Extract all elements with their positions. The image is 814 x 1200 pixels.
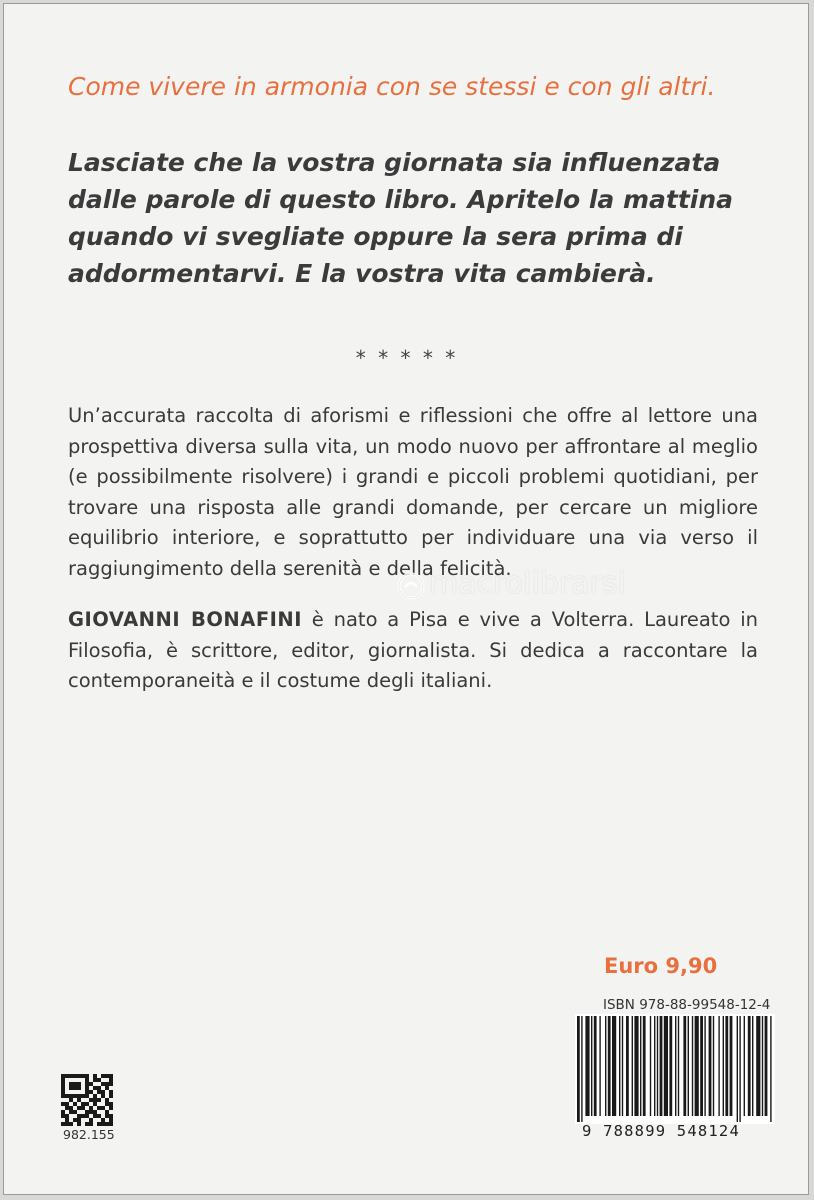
qr-code-icon <box>61 1074 113 1126</box>
watermark-logo-icon <box>396 571 426 601</box>
separator: * * * * * <box>355 346 459 370</box>
product-code: 982.155 <box>63 1127 115 1142</box>
author-bio-text: è nato a Pisa e vive a Volterra. Laureato in Filosofia, è scrittore, editor, giornalista. Si dedica a raccontare la contemporaneità e il costume degli italiani. <box>68 608 758 692</box>
author-bio <box>68 605 758 697</box>
author-name: GIOVANNI BONAFINI <box>68 608 302 631</box>
book-back-cover <box>3 3 809 1195</box>
watermark: macrolibrarsi <box>429 566 626 601</box>
isbn: ISBN 978-88-99548-12-4 <box>603 997 771 1013</box>
price: Euro 9,90 <box>604 954 718 978</box>
description-paragraph: Un’accurata raccolta di aforismi e riflessioni che offre al lettore una prospettiva diversa sulla vita, un modo nuovo per affrontare al meglio (e possibilmente risolvere) i grandi e piccoli problemi quotidiani, per trovare una risposta alle grandi domande, per cercare un migliore equilibrio interiore, e soprattutto per individuare una via verso il raggiungimento della serenità e della felicità. <box>68 404 758 580</box>
ean-digits: 9 788899 548124 <box>582 1122 740 1140</box>
tagline: Come vivere in armonia con se stessi e con gli altri. <box>68 72 716 101</box>
barcode-icon <box>575 1014 775 1124</box>
lead-paragraph: Lasciate che la vostra giornata sia influenzata dalle parole di questo libro. Apritelo la mattina quando vi svegliate oppure la sera prima di addormentarvi. E la vostra vita cambierà. <box>68 148 734 288</box>
